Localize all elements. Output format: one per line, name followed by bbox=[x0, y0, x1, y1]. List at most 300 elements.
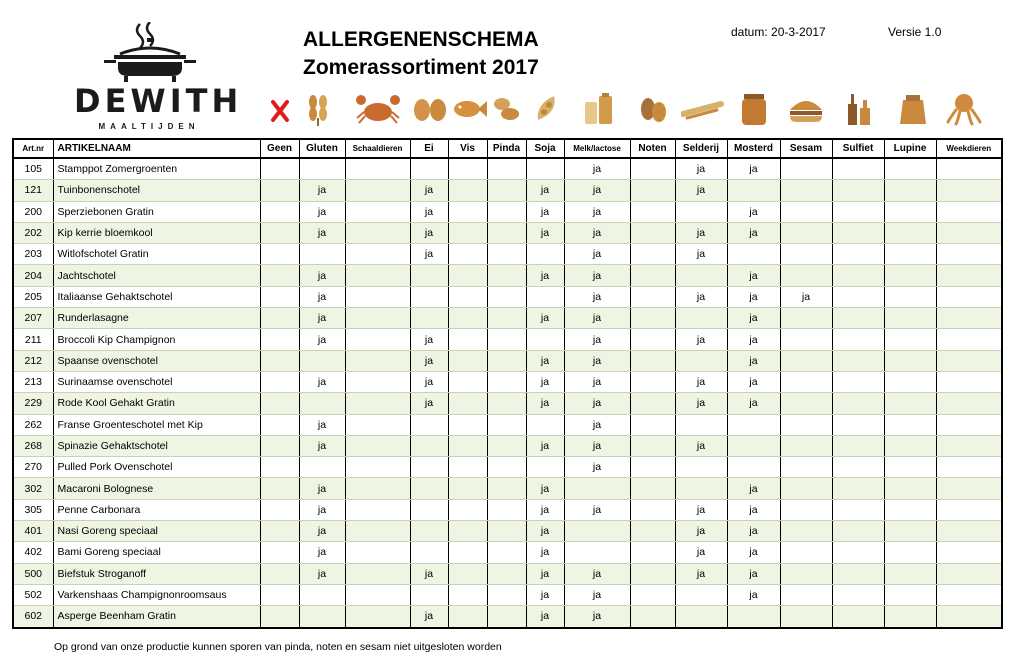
allergen-cell bbox=[630, 521, 675, 542]
allergen-cell bbox=[487, 286, 526, 307]
table-row bbox=[13, 499, 1002, 520]
allergen-cell bbox=[564, 542, 630, 563]
article-number: 121 bbox=[13, 180, 53, 201]
column-header: Weekdieren bbox=[936, 139, 1002, 158]
allergen-cell: ja bbox=[299, 478, 345, 499]
allergen-cell: ja bbox=[675, 286, 727, 307]
allergen-cell bbox=[487, 457, 526, 478]
article-name: Sperziebonen Gratin bbox=[53, 201, 260, 222]
allergen-cell bbox=[936, 286, 1002, 307]
table-row bbox=[13, 244, 1002, 265]
allergen-cell: ja bbox=[299, 201, 345, 222]
allergen-cell bbox=[675, 414, 727, 435]
allergen-cell bbox=[936, 542, 1002, 563]
peanuts-icon bbox=[490, 92, 524, 128]
allergen-cell bbox=[448, 158, 487, 180]
allergen-cell bbox=[260, 414, 299, 435]
lupine-sack-icon bbox=[898, 92, 928, 128]
article-name: Spaanse ovenschotel bbox=[53, 350, 260, 371]
allergen-cell: ja bbox=[564, 563, 630, 584]
allergen-cell: ja bbox=[675, 329, 727, 350]
allergen-cell: ja bbox=[675, 521, 727, 542]
allergen-cell bbox=[884, 158, 936, 180]
allergen-cell bbox=[345, 521, 410, 542]
allergen-cell bbox=[448, 371, 487, 392]
allergen-cell bbox=[299, 244, 345, 265]
allergen-cell: ja bbox=[727, 286, 780, 307]
allergen-cell bbox=[832, 286, 884, 307]
allergen-cell bbox=[260, 308, 299, 329]
allergen-cell bbox=[448, 521, 487, 542]
allergen-cell bbox=[260, 457, 299, 478]
allergen-cell bbox=[936, 244, 1002, 265]
allergen-cell bbox=[630, 180, 675, 201]
allergen-cell bbox=[832, 499, 884, 520]
table-row bbox=[13, 201, 1002, 222]
allergen-cell bbox=[260, 478, 299, 499]
allergen-cell bbox=[936, 393, 1002, 414]
allergen-table bbox=[12, 138, 1003, 629]
allergen-cell bbox=[936, 329, 1002, 350]
allergen-cell bbox=[410, 308, 448, 329]
allergen-cell: ja bbox=[564, 499, 630, 520]
allergen-cell bbox=[832, 222, 884, 243]
allergen-cell: ja bbox=[727, 563, 780, 584]
fish-icon bbox=[452, 92, 488, 128]
table-row bbox=[13, 414, 1002, 435]
allergen-cell bbox=[448, 222, 487, 243]
allergen-cell: ja bbox=[526, 521, 564, 542]
allergen-cell: ja bbox=[675, 563, 727, 584]
allergen-cell: ja bbox=[727, 329, 780, 350]
column-header: Sulfiet bbox=[832, 139, 884, 158]
article-name: Spinazie Gehaktschotel bbox=[53, 435, 260, 456]
allergen-cell bbox=[936, 414, 1002, 435]
octopus-icon bbox=[946, 92, 982, 128]
allergen-cell bbox=[780, 435, 832, 456]
allergen-cell: ja bbox=[727, 499, 780, 520]
article-name: Broccoli Kip Champignon bbox=[53, 329, 260, 350]
allergen-cell bbox=[936, 308, 1002, 329]
allergen-cell bbox=[884, 180, 936, 201]
column-header: Ei bbox=[410, 139, 448, 158]
allergen-cell bbox=[487, 308, 526, 329]
allergen-cell: ja bbox=[526, 435, 564, 456]
table-row bbox=[13, 563, 1002, 584]
article-number: 202 bbox=[13, 222, 53, 243]
column-header: Lupine bbox=[884, 139, 936, 158]
allergen-cell bbox=[487, 584, 526, 605]
allergen-cell bbox=[832, 393, 884, 414]
allergen-cell bbox=[675, 308, 727, 329]
allergen-cell bbox=[448, 435, 487, 456]
sesame-bun-icon bbox=[788, 92, 824, 128]
article-number: 213 bbox=[13, 371, 53, 392]
allergen-cell bbox=[780, 180, 832, 201]
allergen-cell: ja bbox=[410, 201, 448, 222]
article-name: Kip kerrie bloemkool bbox=[53, 222, 260, 243]
allergen-cell: ja bbox=[299, 329, 345, 350]
allergen-cell bbox=[832, 414, 884, 435]
allergen-cell bbox=[630, 499, 675, 520]
allergen-cell: ja bbox=[410, 350, 448, 371]
allergen-cell bbox=[260, 499, 299, 520]
column-header: Soja bbox=[526, 139, 564, 158]
allergen-cell bbox=[884, 265, 936, 286]
allergen-cell bbox=[630, 478, 675, 499]
allergen-cell bbox=[345, 329, 410, 350]
allergen-cell bbox=[727, 180, 780, 201]
cross-icon bbox=[270, 92, 290, 128]
allergen-cell bbox=[630, 606, 675, 628]
allergen-cell: ja bbox=[526, 584, 564, 605]
table-row bbox=[13, 542, 1002, 563]
allergen-cell: ja bbox=[564, 457, 630, 478]
cooking-pot-icon bbox=[100, 22, 200, 84]
allergen-cell bbox=[884, 414, 936, 435]
allergen-cell bbox=[936, 584, 1002, 605]
allergen-cell: ja bbox=[727, 542, 780, 563]
allergen-cell bbox=[630, 286, 675, 307]
allergen-cell bbox=[260, 222, 299, 243]
allergen-cell bbox=[487, 563, 526, 584]
allergen-cell bbox=[936, 478, 1002, 499]
allergen-cell bbox=[345, 286, 410, 307]
article-number: 212 bbox=[13, 350, 53, 371]
allergen-cell bbox=[448, 393, 487, 414]
allergen-cell: ja bbox=[526, 499, 564, 520]
allergen-cell bbox=[884, 435, 936, 456]
allergen-cell bbox=[630, 308, 675, 329]
article-name: Runderlasagne bbox=[53, 308, 260, 329]
allergen-cell: ja bbox=[299, 542, 345, 563]
article-name: Asperge Beenham Gratin bbox=[53, 606, 260, 628]
allergen-cell bbox=[780, 457, 832, 478]
allergen-cell bbox=[345, 371, 410, 392]
allergen-cell bbox=[884, 563, 936, 584]
allergen-cell bbox=[727, 435, 780, 456]
allergen-cell bbox=[410, 457, 448, 478]
allergen-cell: ja bbox=[727, 478, 780, 499]
allergen-cell bbox=[780, 265, 832, 286]
allergen-cell bbox=[299, 393, 345, 414]
brand-logo bbox=[70, 22, 243, 132]
allergen-cell: ja bbox=[727, 521, 780, 542]
allergen-cell: ja bbox=[410, 393, 448, 414]
allergen-cell bbox=[936, 521, 1002, 542]
allergen-cell bbox=[448, 584, 487, 605]
allergen-cell bbox=[832, 158, 884, 180]
allergen-cell bbox=[832, 371, 884, 392]
column-header: Melk/lactose bbox=[564, 139, 630, 158]
allergen-cell bbox=[345, 308, 410, 329]
allergen-cell bbox=[487, 606, 526, 628]
allergen-cell bbox=[675, 478, 727, 499]
table-row bbox=[13, 457, 1002, 478]
allergen-cell bbox=[487, 180, 526, 201]
allergen-cell bbox=[630, 222, 675, 243]
allergen-cell: ja bbox=[727, 158, 780, 180]
article-number: 200 bbox=[13, 201, 53, 222]
allergen-cell bbox=[410, 158, 448, 180]
allergen-cell: ja bbox=[526, 606, 564, 628]
allergen-cell: ja bbox=[526, 393, 564, 414]
table-row bbox=[13, 393, 1002, 414]
allergen-cell: ja bbox=[410, 606, 448, 628]
allergen-cell bbox=[936, 158, 1002, 180]
allergen-cell bbox=[526, 244, 564, 265]
allergen-cell bbox=[448, 542, 487, 563]
table-row bbox=[13, 329, 1002, 350]
allergen-cell: ja bbox=[564, 329, 630, 350]
allergen-cell bbox=[260, 180, 299, 201]
allergen-cell bbox=[780, 244, 832, 265]
allergen-cell bbox=[675, 584, 727, 605]
allergen-cell bbox=[410, 499, 448, 520]
allergen-cell bbox=[630, 329, 675, 350]
allergen-cell bbox=[884, 542, 936, 563]
allergen-cell: ja bbox=[299, 521, 345, 542]
allergen-cell bbox=[345, 393, 410, 414]
column-header: ARTIKELNAAM bbox=[53, 139, 260, 158]
allergen-cell bbox=[448, 201, 487, 222]
allergen-cell bbox=[630, 350, 675, 371]
column-header: Gluten bbox=[299, 139, 345, 158]
allergen-cell bbox=[630, 393, 675, 414]
table-row bbox=[13, 286, 1002, 307]
article-number: 205 bbox=[13, 286, 53, 307]
allergen-cell bbox=[630, 201, 675, 222]
table-row bbox=[13, 222, 1002, 243]
allergen-cell bbox=[630, 435, 675, 456]
allergen-cell: ja bbox=[564, 180, 630, 201]
allergen-cell: ja bbox=[526, 478, 564, 499]
allergen-cell bbox=[345, 478, 410, 499]
column-header: Sesam bbox=[780, 139, 832, 158]
allergen-cell bbox=[832, 478, 884, 499]
allergen-cell: ja bbox=[675, 393, 727, 414]
allergen-cell bbox=[884, 350, 936, 371]
allergen-cell bbox=[832, 201, 884, 222]
allergen-cell bbox=[832, 606, 884, 628]
table-body bbox=[13, 158, 1002, 628]
allergen-cell bbox=[448, 329, 487, 350]
allergen-cell: ja bbox=[564, 393, 630, 414]
allergen-cell bbox=[936, 350, 1002, 371]
allergen-cell bbox=[564, 478, 630, 499]
allergen-cell bbox=[884, 329, 936, 350]
allergen-cell bbox=[630, 542, 675, 563]
allergen-cell: ja bbox=[727, 308, 780, 329]
page-title: ALLERGENENSCHEMA bbox=[303, 28, 539, 51]
article-name: Surinaamse ovenschotel bbox=[53, 371, 260, 392]
allergen-cell bbox=[448, 563, 487, 584]
article-name: Pulled Pork Ovenschotel bbox=[53, 457, 260, 478]
allergen-cell bbox=[260, 606, 299, 628]
article-number: 270 bbox=[13, 457, 53, 478]
allergen-cell: ja bbox=[410, 244, 448, 265]
allergen-cell bbox=[410, 542, 448, 563]
table-header-row bbox=[13, 139, 1002, 158]
table-row bbox=[13, 606, 1002, 628]
allergen-cell bbox=[448, 244, 487, 265]
allergen-cell: ja bbox=[564, 606, 630, 628]
table-row bbox=[13, 265, 1002, 286]
allergen-cell: ja bbox=[526, 308, 564, 329]
allergen-cell: ja bbox=[526, 542, 564, 563]
allergen-cell bbox=[487, 371, 526, 392]
allergen-cell bbox=[630, 563, 675, 584]
mustard-jar-icon bbox=[740, 92, 768, 128]
soy-icon bbox=[532, 92, 562, 128]
article-number: 502 bbox=[13, 584, 53, 605]
allergen-cell bbox=[260, 542, 299, 563]
allergen-cell: ja bbox=[564, 265, 630, 286]
allergen-cell bbox=[832, 180, 884, 201]
allergen-cell bbox=[884, 606, 936, 628]
allergen-cell bbox=[936, 606, 1002, 628]
allergen-cell: ja bbox=[675, 222, 727, 243]
allergen-cell: ja bbox=[299, 222, 345, 243]
allergen-cell bbox=[780, 350, 832, 371]
allergen-cell: ja bbox=[564, 244, 630, 265]
allergen-cell bbox=[780, 371, 832, 392]
column-header: Geen bbox=[260, 139, 299, 158]
allergen-cell: ja bbox=[564, 371, 630, 392]
allergen-cell: ja bbox=[564, 158, 630, 180]
allergen-cell bbox=[630, 414, 675, 435]
allergen-cell bbox=[448, 478, 487, 499]
allergen-cell bbox=[487, 414, 526, 435]
allergen-cell: ja bbox=[526, 563, 564, 584]
column-header: Mosterd bbox=[727, 139, 780, 158]
table-row bbox=[13, 158, 1002, 180]
allergen-cell: ja bbox=[299, 563, 345, 584]
allergen-cell bbox=[780, 584, 832, 605]
allergen-cell bbox=[487, 521, 526, 542]
allergen-cell bbox=[936, 499, 1002, 520]
allergen-cell: ja bbox=[299, 435, 345, 456]
allergen-cell: ja bbox=[564, 435, 630, 456]
allergen-cell bbox=[410, 521, 448, 542]
allergen-cell: ja bbox=[727, 371, 780, 392]
allergen-cell bbox=[260, 584, 299, 605]
allergen-cell: ja bbox=[727, 265, 780, 286]
article-number: 268 bbox=[13, 435, 53, 456]
allergen-cell bbox=[780, 478, 832, 499]
allergen-cell: ja bbox=[564, 201, 630, 222]
allergen-cell bbox=[675, 350, 727, 371]
allergen-cell bbox=[345, 350, 410, 371]
column-header: Pinda bbox=[487, 139, 526, 158]
allergen-cell: ja bbox=[410, 180, 448, 201]
allergen-cell bbox=[832, 457, 884, 478]
article-name: Tuinbonenschotel bbox=[53, 180, 260, 201]
allergen-cell bbox=[448, 350, 487, 371]
allergen-cell bbox=[526, 286, 564, 307]
allergen-cell bbox=[675, 265, 727, 286]
milk-bottle-icon bbox=[582, 92, 616, 128]
allergen-cell bbox=[260, 563, 299, 584]
allergen-cell bbox=[630, 457, 675, 478]
table-row bbox=[13, 308, 1002, 329]
table-row bbox=[13, 371, 1002, 392]
allergen-cell bbox=[936, 265, 1002, 286]
allergen-cell: ja bbox=[410, 329, 448, 350]
allergen-cell bbox=[675, 457, 727, 478]
allergen-cell bbox=[345, 542, 410, 563]
allergen-cell bbox=[345, 606, 410, 628]
allergen-cell bbox=[727, 606, 780, 628]
allergen-cell bbox=[675, 201, 727, 222]
allergen-cell bbox=[780, 499, 832, 520]
allergen-cell: ja bbox=[675, 180, 727, 201]
allergen-cell bbox=[936, 201, 1002, 222]
allergen-cell bbox=[832, 350, 884, 371]
allergen-cell bbox=[936, 563, 1002, 584]
allergen-cell bbox=[884, 201, 936, 222]
allergen-cell bbox=[260, 265, 299, 286]
allergen-cell: ja bbox=[526, 350, 564, 371]
article-name: Witlofschotel Gratin bbox=[53, 244, 260, 265]
allergen-cell bbox=[345, 244, 410, 265]
table-row bbox=[13, 584, 1002, 605]
article-number: 105 bbox=[13, 158, 53, 180]
allergen-cell bbox=[487, 244, 526, 265]
allergen-cell bbox=[345, 499, 410, 520]
allergen-cell bbox=[487, 350, 526, 371]
crab-icon bbox=[355, 92, 401, 128]
page-subtitle: Zomerassortiment 2017 bbox=[303, 56, 539, 79]
allergen-cell bbox=[936, 435, 1002, 456]
allergen-cell bbox=[260, 521, 299, 542]
article-number: 211 bbox=[13, 329, 53, 350]
allergen-cell bbox=[727, 457, 780, 478]
allergen-cell: ja bbox=[675, 371, 727, 392]
article-number: 305 bbox=[13, 499, 53, 520]
article-name: Franse Groenteschotel met Kip bbox=[53, 414, 260, 435]
article-number: 262 bbox=[13, 414, 53, 435]
allergen-cell bbox=[780, 563, 832, 584]
allergen-cell bbox=[780, 521, 832, 542]
allergen-cell bbox=[832, 435, 884, 456]
allergen-cell: ja bbox=[675, 542, 727, 563]
allergen-cell bbox=[832, 563, 884, 584]
allergen-cell bbox=[487, 222, 526, 243]
allergen-cell bbox=[345, 180, 410, 201]
allergen-cell: ja bbox=[564, 222, 630, 243]
allergen-cell bbox=[884, 478, 936, 499]
allergen-cell bbox=[410, 435, 448, 456]
allergen-cell bbox=[345, 201, 410, 222]
allergen-cell bbox=[345, 563, 410, 584]
allergen-cell bbox=[832, 308, 884, 329]
allergen-cell bbox=[780, 222, 832, 243]
allergen-cell bbox=[260, 371, 299, 392]
article-name: Biefstuk Stroganoff bbox=[53, 563, 260, 584]
allergen-cell bbox=[345, 435, 410, 456]
article-number: 602 bbox=[13, 606, 53, 628]
allergen-cell: ja bbox=[410, 563, 448, 584]
allergen-cell: ja bbox=[299, 180, 345, 201]
gluten-wheat-icon bbox=[303, 92, 333, 128]
allergen-cell: ja bbox=[410, 222, 448, 243]
allergen-cell bbox=[884, 499, 936, 520]
article-name: Stamppot Zomergroenten bbox=[53, 158, 260, 180]
allergen-cell bbox=[448, 180, 487, 201]
allergen-cell bbox=[884, 286, 936, 307]
table-row bbox=[13, 350, 1002, 371]
